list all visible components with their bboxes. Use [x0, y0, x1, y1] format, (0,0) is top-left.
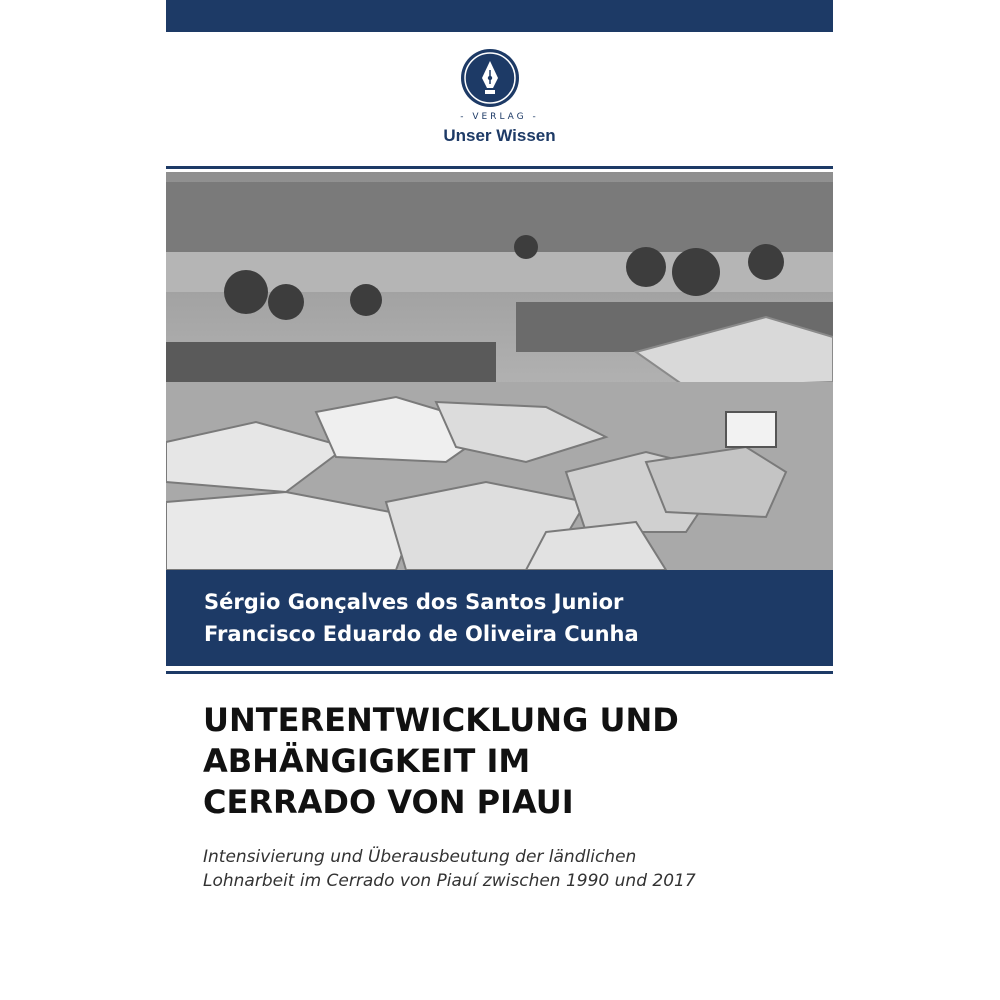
author-1: Sérgio Gonçalves dos Santos Junior [204, 590, 624, 614]
author-band [166, 570, 833, 666]
top-color-band [166, 0, 833, 32]
subtitle-line-1: Intensivierung und Überausbeutung der ländlichen [203, 847, 637, 867]
cover-photo [166, 172, 833, 570]
divider-bottom [166, 671, 833, 674]
author-2: Francisco Eduardo de Oliveira Cunha [204, 622, 639, 646]
divider-top [166, 166, 833, 169]
publisher-small-label: - VERLAG - [460, 112, 539, 122]
title-line-2: ABHÄNGIGKEIT IM [203, 742, 531, 780]
book-subtitle [203, 845, 823, 893]
title-line-1: UNTERENTWICKLUNG UND [203, 701, 679, 739]
book-cover [166, 0, 833, 1000]
publisher-name: Unser Wissen [443, 126, 556, 145]
pen-nib-icon [460, 48, 520, 108]
publisher-logo [166, 46, 833, 156]
title-line-3: CERRADO VON PIAUI [203, 783, 574, 821]
subtitle-line-2: Lohnarbeit im Cerrado von Piauí zwischen 1990 und 2017 [203, 871, 696, 891]
book-title [203, 700, 803, 823]
